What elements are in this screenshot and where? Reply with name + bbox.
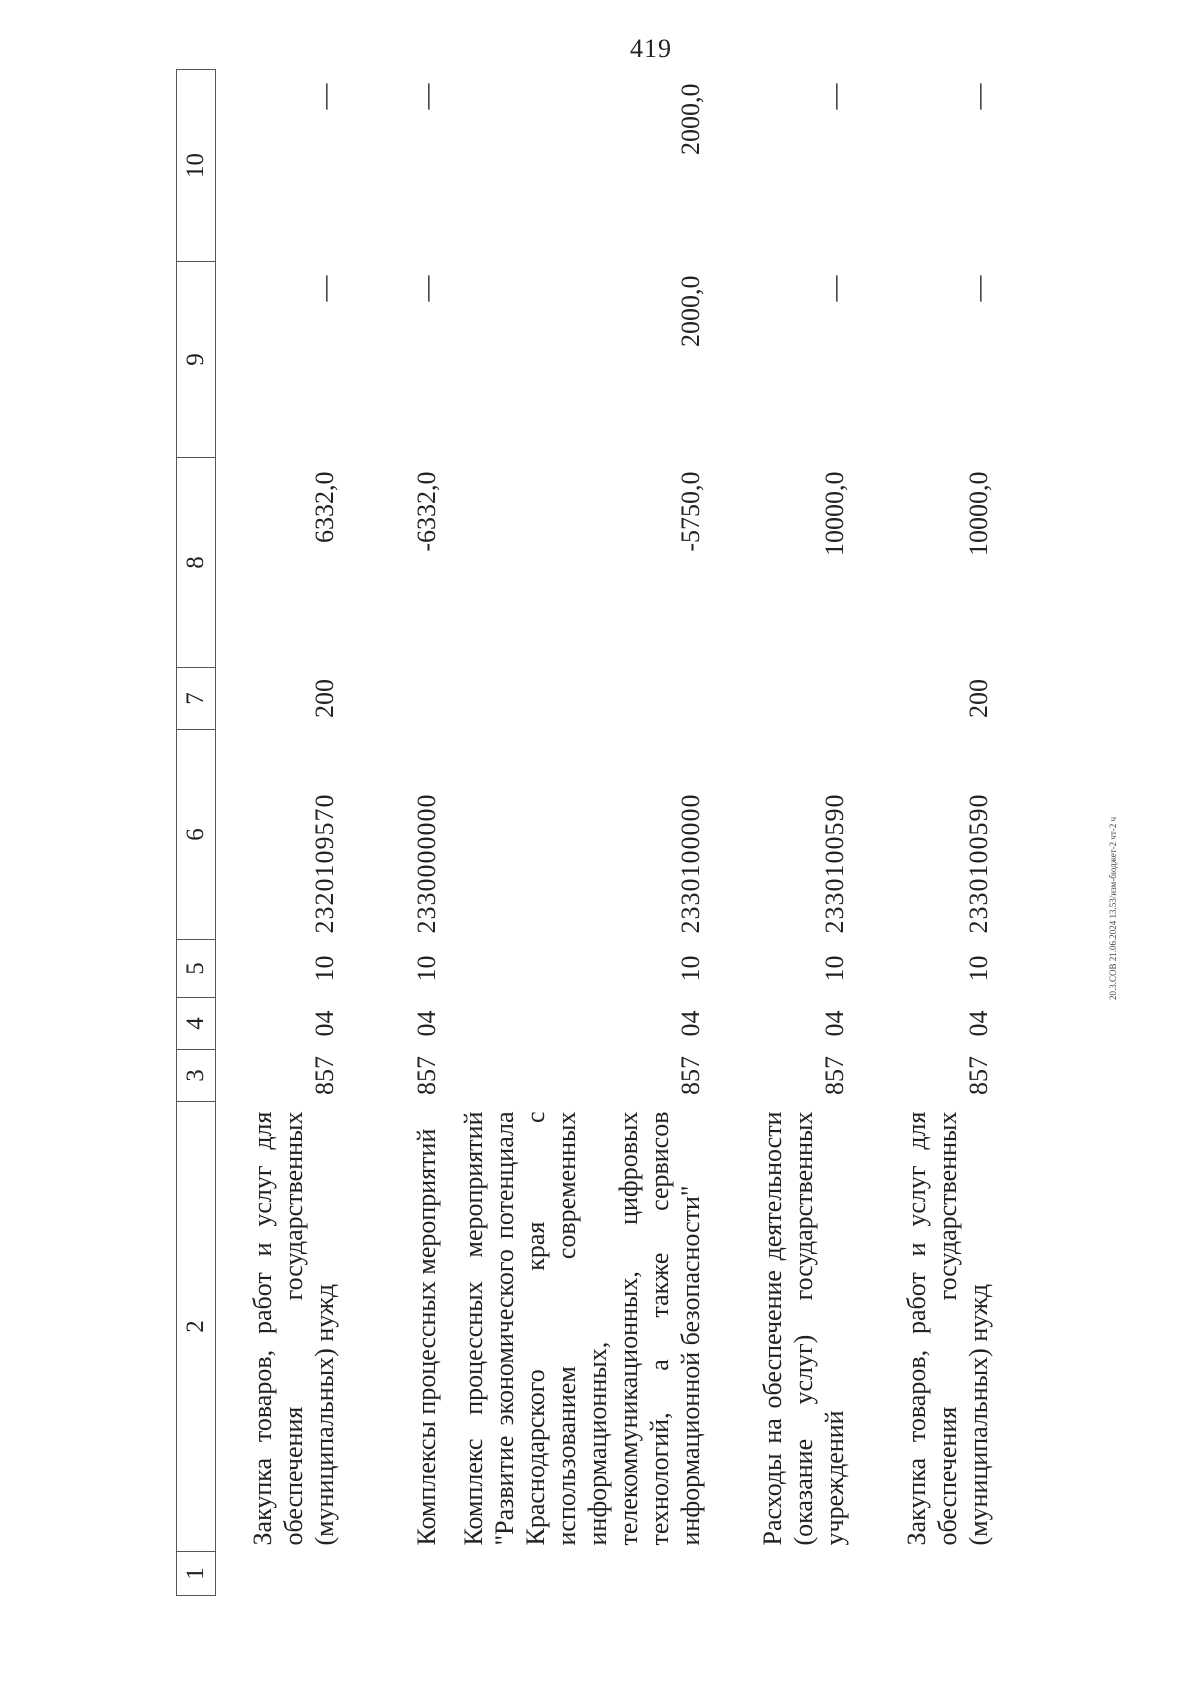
cell-c3: 857 — [412, 1056, 441, 1095]
cell-c5: 10 — [676, 955, 705, 982]
cell-c9: — — [310, 275, 339, 302]
cell-c3: 857 — [820, 1056, 849, 1095]
cell-c10: — — [310, 83, 339, 110]
cell-c9: — — [412, 275, 441, 302]
row-index-cell — [452, 1552, 716, 1596]
header-cell: 7 — [177, 668, 216, 730]
cell-c10: 2000,0 — [676, 83, 705, 155]
budget-table — [176, 69, 1004, 1596]
row-index-cell — [716, 1552, 860, 1596]
header-cell: 6 — [177, 730, 216, 940]
page-number: 419 — [630, 34, 672, 63]
table-row — [716, 70, 860, 1596]
cell-c9: — — [820, 275, 849, 302]
header-cell: 1 — [177, 1552, 216, 1596]
cell-c6: 2330100590 — [820, 793, 849, 934]
cell-c3: 857 — [964, 1056, 993, 1095]
cell-c9: 2000,0 — [676, 275, 705, 347]
budget-table-container — [176, 70, 1046, 1596]
cell-c8: -5750,0 — [676, 471, 705, 552]
cell-c7: 200 — [964, 679, 993, 718]
header-row — [177, 70, 216, 1596]
cell-c8: 6332,0 — [310, 471, 339, 543]
cell-c4: 04 — [310, 1010, 339, 1037]
header-cell: 5 — [177, 940, 216, 998]
cell-c9: — — [964, 275, 993, 302]
cell-c4: 04 — [412, 1010, 441, 1037]
header-cell: 2 — [177, 1102, 216, 1552]
cell-c8: 10000,0 — [964, 471, 993, 556]
row-index-cell — [350, 1552, 452, 1596]
row-index-cell — [860, 1552, 1004, 1596]
row-name: Комплекс процессных мероприятий "Развитие экономического потенциала Краснодарского края с использованием современных информационных, телекоммуникационных, цифровых технологий, а также сервисов информационной безопасности" — [459, 1111, 705, 1546]
cell-c5: 10 — [310, 955, 339, 982]
cell-c4: 04 — [820, 1010, 849, 1037]
cell-c4: 04 — [964, 1010, 993, 1037]
cell-c5: 10 — [412, 955, 441, 982]
cell-c6: 2330100000 — [676, 793, 705, 934]
row-name: Расходы на обеспечение деятельности (оказание услуг) государственных учреждений — [758, 1111, 849, 1546]
row-name: Комплексы процессных мероприятий — [412, 1128, 441, 1546]
cell-c10: — — [964, 83, 993, 110]
table-row — [860, 70, 1004, 1596]
cell-c5: 10 — [964, 955, 993, 982]
cell-c5: 10 — [820, 955, 849, 982]
cell-c7 — [350, 668, 452, 730]
cell-c3: 857 — [676, 1056, 705, 1095]
header-cell: 4 — [177, 998, 216, 1050]
cell-c6: 2320109570 — [310, 793, 339, 934]
cell-c3: 857 — [310, 1056, 339, 1095]
cell-c7 — [716, 668, 860, 730]
row-name: Закупка товаров, работ и услуг для обеспечения государственных (муниципальных) нужд — [902, 1111, 993, 1546]
header-cell: 3 — [177, 1050, 216, 1102]
cell-c6: 2330100590 — [964, 793, 993, 934]
cell-c6: 2330000000 — [412, 793, 441, 934]
cell-c4: 04 — [676, 1010, 705, 1037]
header-cell: 9 — [177, 262, 216, 458]
header-cell: 10 — [177, 70, 216, 262]
cell-c7: 200 — [310, 679, 339, 718]
table-row — [350, 70, 452, 1596]
cell-c7 — [452, 668, 716, 730]
cell-c10: — — [412, 83, 441, 110]
footer-reference: 20.3.СОВ 21.06.2024 13.53/изм-бюджет-2 чт-2 ч — [1108, 816, 1118, 1000]
table-row — [216, 70, 351, 1596]
row-index-cell — [216, 1552, 351, 1596]
table-row — [452, 70, 716, 1596]
cell-c8: -6332,0 — [412, 471, 441, 552]
header-cell: 8 — [177, 458, 216, 668]
cell-c8: 10000,0 — [820, 471, 849, 556]
cell-c10: — — [820, 83, 849, 110]
row-name: Закупка товаров, работ и услуг для обеспечения государственных (муниципальных) нужд — [248, 1111, 339, 1546]
